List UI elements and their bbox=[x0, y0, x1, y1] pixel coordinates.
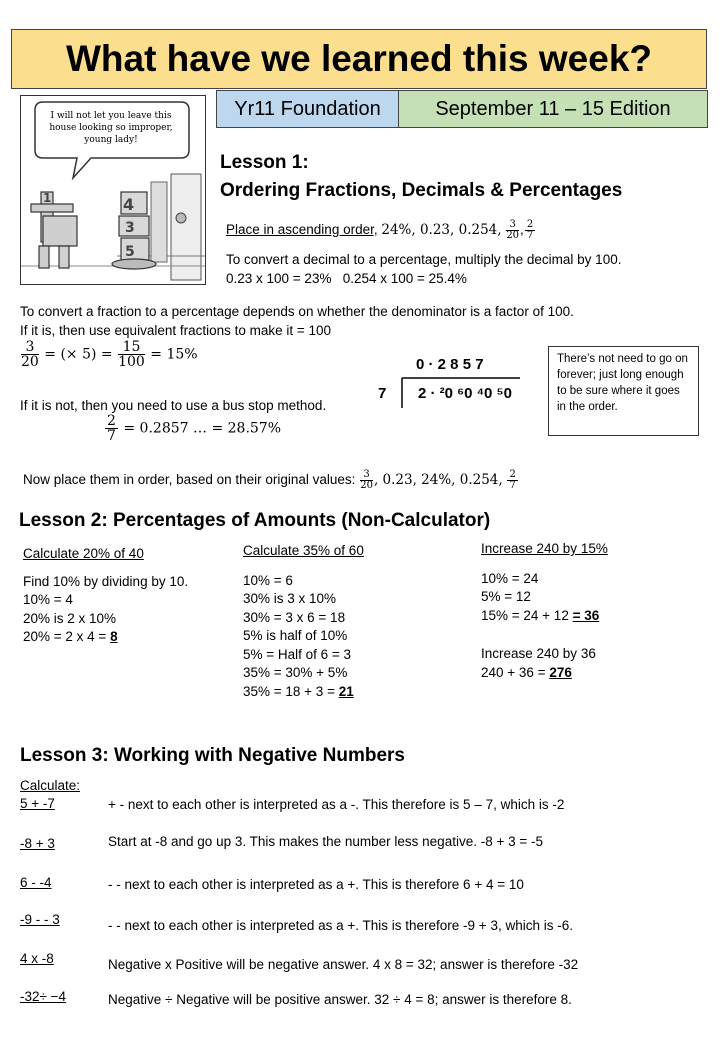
step-line: 20% = 2 x 4 = bbox=[23, 629, 107, 644]
answer-value: 8 bbox=[110, 629, 118, 644]
step-line: 15% = 24 + 12 bbox=[481, 607, 569, 623]
calculate-label: Calculate: bbox=[20, 778, 81, 793]
svg-text:4: 4 bbox=[123, 195, 135, 214]
lesson1-heading-line2: Ordering Fractions, Decimals & Percentages bbox=[220, 180, 623, 201]
step-line: 35% = 18 + 3 = bbox=[243, 683, 335, 699]
fraction-numerator: 2 bbox=[526, 219, 534, 230]
cartoon-image bbox=[20, 95, 206, 285]
question-4: -9 - - 3 bbox=[20, 912, 60, 927]
lesson2-column-1 bbox=[23, 545, 188, 647]
bus-stop-divisor: 7 bbox=[378, 385, 387, 402]
decimal-rule: To convert a decimal to a percentage, multiply the decimal by 100. bbox=[226, 252, 622, 267]
lesson2-column-2 bbox=[243, 542, 364, 701]
svg-text:3: 3 bbox=[125, 220, 135, 236]
step-line: 240 + 36 = bbox=[481, 664, 546, 680]
order-instruction: Now place them in order, based on their original values: bbox=[23, 472, 356, 488]
fraction-3-20 bbox=[360, 470, 373, 491]
fraction-2-7 bbox=[105, 414, 118, 443]
note-box: There’s not need to go on forever; just long enough to be sure where it goes in the order. bbox=[548, 346, 699, 436]
question-6: -32÷ −4 bbox=[20, 989, 67, 1004]
explanation-3: - - next to each other is interpreted as a +. This is therefore 6 + 4 = 10 bbox=[108, 877, 524, 892]
order-answer bbox=[23, 470, 519, 491]
bus-stop-rule: If it is not, then you need to use a bus stop method. bbox=[20, 398, 327, 413]
step-line-answer bbox=[481, 607, 608, 626]
step-line: 35% = 30% + 5% bbox=[243, 665, 348, 680]
fraction-numerator: 3 bbox=[360, 470, 373, 481]
step-line: Find 10% by dividing by 10. bbox=[23, 573, 189, 589]
speech-bubble-text: I will not let you leave this house looking so improper, young lady! bbox=[49, 111, 173, 145]
order-values: , 0.23, 24%, 0.254, bbox=[373, 472, 503, 489]
equivalent-fraction-equation bbox=[20, 340, 198, 369]
fraction-denominator: 20 bbox=[360, 480, 373, 491]
fraction-denominator: 20 bbox=[21, 354, 39, 370]
step-line: 5% is half of 10% bbox=[243, 628, 348, 643]
fraction-denominator: 100 bbox=[118, 354, 145, 370]
fraction-rhs bbox=[118, 340, 145, 369]
explanation-5: Negative x Positive will be negative answer. 4 x 8 = 32; answer is therefore -32 bbox=[108, 957, 579, 972]
step-line: 10% = 4 bbox=[23, 592, 73, 607]
fraction-denominator: 20 bbox=[506, 230, 520, 241]
fraction-3-20 bbox=[506, 220, 519, 241]
equation-result: = 15% bbox=[150, 346, 198, 363]
step-line: 20% is 2 x 10% bbox=[23, 610, 117, 626]
explanation-6: Negative ÷ Negative will be positive answer. 32 ÷ 4 = 8; answer is therefore 8. bbox=[108, 992, 572, 1007]
step-line: 10% = 24 bbox=[481, 570, 539, 586]
lesson3-heading: Lesson 3: Working with Negative Numbers bbox=[20, 745, 406, 766]
question-5: 4 x -8 bbox=[20, 951, 54, 966]
step-line: 5% = 12 bbox=[481, 589, 531, 604]
page-title: What have we learned this week? bbox=[11, 29, 707, 89]
answer-value: = 36 bbox=[572, 607, 600, 623]
lesson2-column-3 bbox=[481, 540, 608, 682]
lesson1-task: Place in ascending order, 24%, 0.23, 0.254, $\frac{3}{20}$ , $\frac{2}{7}$ bbox=[226, 219, 534, 241]
fraction-numerator: 15 bbox=[118, 340, 145, 355]
fraction-denominator: 7 bbox=[526, 230, 534, 241]
step-line: Increase 240 by 36 bbox=[481, 646, 596, 661]
explanation-1: + - next to each other is interpreted as a -. This therefore is 5 – 7, which is -2 bbox=[108, 797, 565, 812]
decimal-examples: 0.23 x 100 = 23% 0.254 x 100 = 25.4% bbox=[226, 271, 467, 286]
column-title: Calculate 20% of 40 bbox=[23, 546, 144, 561]
step-line: 30% is 3 x 10% bbox=[243, 591, 337, 606]
fraction-denominator: 7 bbox=[107, 428, 116, 444]
svg-text:1: 1 bbox=[43, 191, 52, 205]
question-3: 6 - -4 bbox=[20, 875, 52, 890]
equation-multiplier: = (× 5) = bbox=[44, 346, 113, 363]
fraction-numerator: 3 bbox=[21, 340, 39, 355]
fraction-2-7 bbox=[507, 470, 517, 491]
column-title: Increase 240 by 15% bbox=[481, 541, 608, 556]
question-2: -8 + 3 bbox=[20, 836, 55, 851]
step-line-answer bbox=[23, 628, 188, 647]
step-line: 30% = 3 x 6 = 18 bbox=[243, 609, 346, 625]
svg-text:5: 5 bbox=[125, 244, 135, 260]
bus-stop-quotient: 0 · 2 8 5 7 bbox=[416, 356, 484, 373]
step-line-answer bbox=[243, 683, 364, 702]
fraction-numerator: 3 bbox=[506, 220, 519, 231]
bus-stop-dividend: 2 · ²0 ⁶0 ⁴0 ⁵0 bbox=[418, 385, 512, 402]
step-line-answer bbox=[481, 664, 608, 683]
answer-value: 21 bbox=[338, 683, 354, 699]
bus-stop-equation bbox=[104, 414, 281, 443]
class-label: Yr11 Foundation bbox=[216, 90, 399, 128]
question-1: 5 + -7 bbox=[20, 796, 55, 811]
step-line: 10% = 6 bbox=[243, 572, 293, 588]
explanation-2: Start at -8 and go up 3. This makes the number less negative. -8 + 3 = -5 bbox=[108, 834, 543, 849]
explanation-4: - - next to each other is interpreted as a +. This is therefore -9 + 3, which is -6. bbox=[108, 918, 573, 933]
fraction-lhs bbox=[21, 340, 39, 369]
fraction-rule-1: To convert a fraction to a percentage depends on whether the denominator is a factor of 100. bbox=[20, 304, 574, 319]
step-line: 5% = Half of 6 = 3 bbox=[243, 646, 352, 662]
bus-stop-result: = 0.2857 … = 28.57% bbox=[123, 420, 282, 437]
lesson1-heading-line1: Lesson 1: bbox=[220, 152, 309, 173]
fraction-2-7 bbox=[525, 220, 535, 241]
column-title: Calculate 35% of 60 bbox=[243, 543, 364, 558]
fraction-rule-2: If it is, then use equivalent fractions to make it = 100 bbox=[20, 323, 332, 338]
answer-value: 276 bbox=[549, 664, 572, 680]
fraction-numerator: 2 bbox=[107, 413, 116, 429]
fraction-denominator: 7 bbox=[509, 480, 516, 491]
fraction-numerator: 2 bbox=[509, 469, 516, 480]
lesson2-heading: Lesson 2: Percentages of Amounts (Non-Calculator) bbox=[19, 510, 491, 531]
task-instruction: Place in ascending order, bbox=[226, 222, 378, 238]
edition-label: September 11 – 15 Edition bbox=[398, 90, 708, 128]
task-values: 24%, 0.23, 0.254, bbox=[381, 222, 502, 239]
